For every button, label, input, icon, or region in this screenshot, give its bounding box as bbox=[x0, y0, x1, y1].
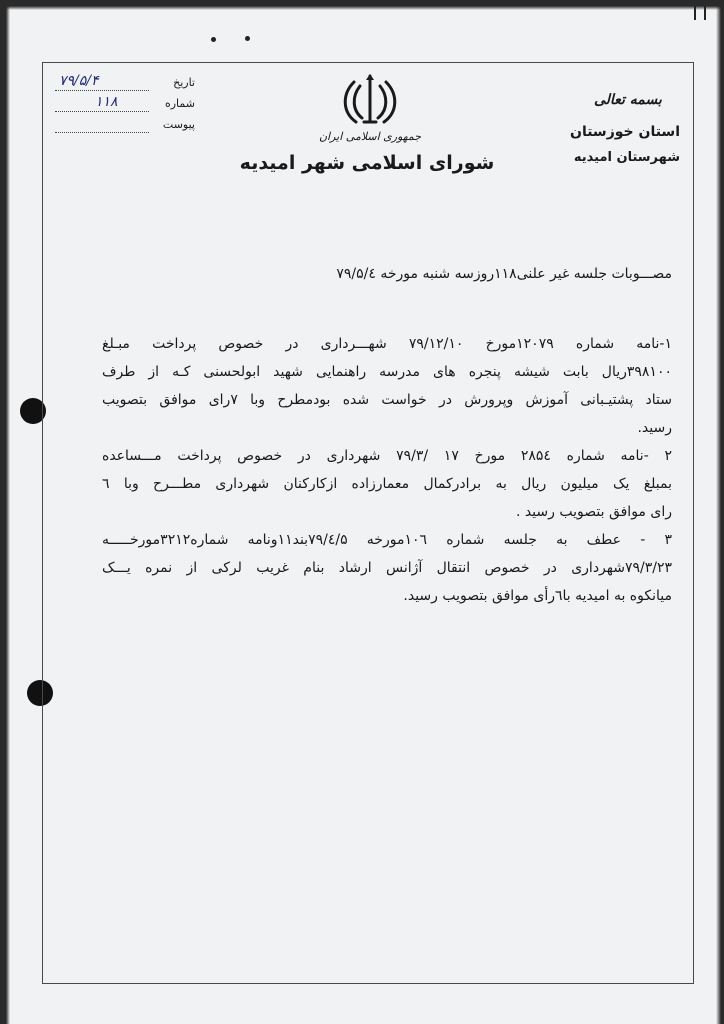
resolution-line: میانکوه به امیدیه با٦رأی موافق بتصویب رسید. bbox=[403, 588, 672, 604]
iran-emblem-icon bbox=[340, 74, 400, 128]
meta-date-value: ۷۹/۵/۴ bbox=[59, 73, 99, 89]
resolution-line: ۱-نامه شماره ۱۲۰۷۹مورخ ۷۹/۱۲/۱۰ شهـــرداری در خصوص پرداخت مبـلغ bbox=[102, 336, 672, 352]
letter-meta bbox=[55, 74, 195, 137]
meta-attachment-label: پیوست bbox=[162, 118, 195, 131]
resolution-line: ۲ -نامه شماره ۲۸۵٤ مورخ ۱۷ /۷۹/۳ شهرداری در خصوص پرداخت مـــساعده bbox=[102, 448, 672, 464]
resolution-item-3 bbox=[102, 526, 672, 610]
resolution-item-1 bbox=[102, 330, 672, 442]
scan-edge-right bbox=[716, 0, 724, 1024]
resolution-line: ۳۹۸۱۰۰ریال بابت شیشه پنجره های مدرسه راهنمایی شهید ابولحسنی کـه از طرف bbox=[102, 364, 672, 380]
council-name: شورای اسلامی شهر امیدیه bbox=[239, 152, 495, 174]
speck bbox=[211, 37, 216, 42]
meta-number bbox=[55, 95, 195, 115]
speck bbox=[245, 36, 250, 41]
bismillah-inscription: بسمه تعالی bbox=[594, 92, 662, 108]
province-name: استان خوزستان bbox=[570, 124, 680, 140]
meta-attachment bbox=[55, 116, 195, 136]
resolution-line: رسید. bbox=[637, 420, 672, 436]
republic-name: جمهوری اسلامی ایران bbox=[318, 130, 422, 143]
resolution-line: بمبلغ یک میلیون ریال به برادرکمال معمارزاده ازکارکنان شهرداری مطـــرح وبا ٦ bbox=[102, 476, 672, 492]
meta-dotted-line bbox=[55, 90, 149, 91]
resolution-line: ۷۹/۳/۲۳شهرداری در خصوص انتقال آژانس ارشاد بنام غریب لرکی از نمره یـــک bbox=[102, 560, 672, 576]
county-name: شهرستان امیدیه bbox=[573, 150, 680, 165]
staple-mark bbox=[694, 6, 706, 20]
meta-dotted-line bbox=[55, 111, 149, 112]
meta-dotted-line bbox=[55, 132, 149, 133]
resolution-list bbox=[102, 330, 672, 610]
scan-edge-top bbox=[0, 0, 724, 10]
meta-number-label: شماره bbox=[164, 97, 195, 110]
meta-date-label: تاریخ bbox=[173, 76, 195, 89]
document-heading: مصـــوبات جلسه غیر علنی۱۱۸روزسه شنبه مورخه ۷۹/۵/٤ bbox=[336, 266, 672, 282]
meta-number-value: ۱۱۸ bbox=[95, 94, 118, 110]
scan-edge-left bbox=[0, 0, 10, 1024]
resolution-line: ستاد پشتیـبانی آموزش وپرورش در خواست شده بودمطرح وبا ۷رای موافق بتصویب bbox=[102, 392, 672, 408]
resolution-item-2 bbox=[102, 442, 672, 526]
resolution-line: رای موافق بتصویب رسید . bbox=[515, 504, 672, 520]
resolution-line: ۳ - عطف به جلسه شماره ۱۰٦مورخه ۷۹/٤/۵بند۱۱ونامه شماره۳۲۱۲مورخـــــه bbox=[102, 532, 672, 548]
meta-date bbox=[55, 74, 195, 94]
